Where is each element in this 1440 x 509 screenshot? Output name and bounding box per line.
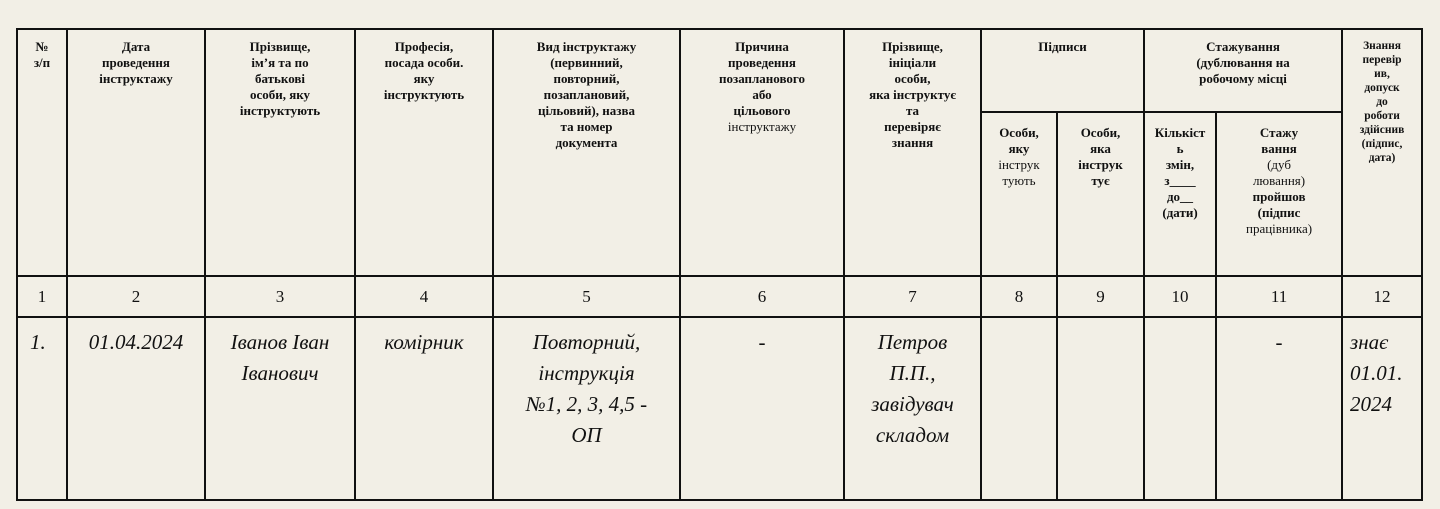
header-instructor: Прізвище, ініціали особи, яка інструктує та перевіряє знання <box>844 29 981 276</box>
header-shift-count: Кількіст ь змін, з____ до__ (дати) <box>1144 112 1216 276</box>
column-number: 6 <box>680 276 844 317</box>
header-number: № з/п <box>17 29 67 276</box>
header-internship-passed-d: працівника) <box>1245 221 1313 236</box>
header-sig-instructed-main: Особи, яку <box>999 125 1039 156</box>
header-sig-instructor: Особи, яка інструк тує <box>1057 112 1144 276</box>
column-number: 7 <box>844 276 981 317</box>
cell-number: 1. <box>17 317 67 500</box>
header-internship-passed-c: пройшов (підпис <box>1252 189 1306 220</box>
column-number: 3 <box>205 276 355 317</box>
header-internship-passed-a: Стажу вання <box>1259 125 1299 156</box>
cell-date: 01.04.2024 <box>67 317 205 500</box>
column-number-row <box>17 276 1422 317</box>
cell-instruction-type: Повторний, інструкція №1, 2, 3, 4,5 - ОП <box>493 317 680 500</box>
column-number: 12 <box>1342 276 1422 317</box>
column-number: 8 <box>981 276 1057 317</box>
cell-position: комірник <box>355 317 493 500</box>
cell-sig-instructor <box>1057 317 1144 500</box>
column-number: 4 <box>355 276 493 317</box>
header-full-name: Прізвище, ім’я та по батькові особи, яку інструктують <box>205 29 355 276</box>
cell-reason: - <box>680 317 844 500</box>
header-profession: Професія, посада особи. яку інструктують <box>355 29 493 276</box>
header-internship-passed-b: (дуб лювання) <box>1252 157 1306 188</box>
column-number: 1 <box>17 276 67 317</box>
table-row <box>17 317 1422 500</box>
column-number: 5 <box>493 276 680 317</box>
header-instruction-type: Вид інструктажу (первинний, повторний, позаплановий, цільовий), назва та номер документа <box>493 29 680 276</box>
cell-full-name: Іванов Іван Іванович <box>205 317 355 500</box>
column-number: 9 <box>1057 276 1144 317</box>
header-row-top <box>17 29 1422 112</box>
column-number: 11 <box>1216 276 1342 317</box>
instruction-journal-table <box>16 28 1423 501</box>
header-sig-instructed-tail: інструк тують <box>998 157 1040 188</box>
header-knowledge-check: Знання перевір ив, допуск до роботи здійснив (підпис, дата) <box>1342 29 1422 276</box>
column-number: 2 <box>67 276 205 317</box>
header-internship-passed <box>1216 112 1342 276</box>
header-reason-tail: інструктажу <box>727 119 797 134</box>
column-number: 10 <box>1144 276 1216 317</box>
cell-shift-count <box>1144 317 1216 500</box>
cell-sig-instructed <box>981 317 1057 500</box>
header-date: Дата проведення інструктажу <box>67 29 205 276</box>
header-signatures: Підписи <box>981 29 1144 112</box>
cell-instructor: Петров П.П., завідувач складом <box>844 317 981 500</box>
header-internship: Стажування (дублювання на робочому місці <box>1144 29 1342 112</box>
header-sig-instructed <box>981 112 1057 276</box>
cell-internship: - <box>1216 317 1342 500</box>
cell-knowledge-check: знає 01.01. 2024 <box>1342 317 1422 500</box>
header-reason-main: Причина проведення позапланового або цільового <box>718 39 805 118</box>
header-reason <box>680 29 844 276</box>
